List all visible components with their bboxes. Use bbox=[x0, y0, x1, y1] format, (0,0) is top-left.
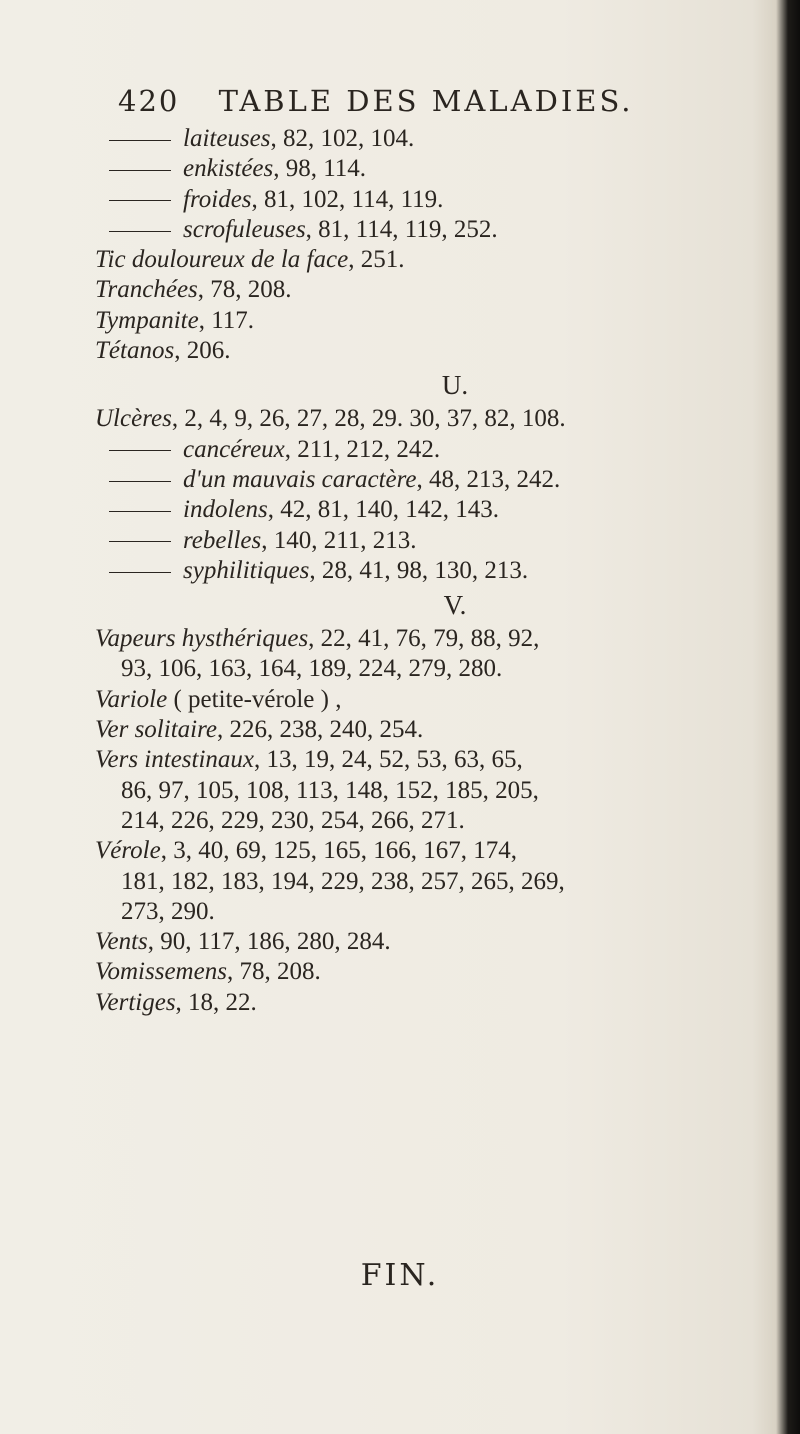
index-entry bbox=[95, 336, 785, 366]
index-entry bbox=[95, 215, 785, 245]
entry-term: Vertiges bbox=[95, 988, 176, 1016]
entry-page-refs: , 42, 81, 140, 142, 143. bbox=[267, 496, 499, 524]
index-entry-continuation bbox=[95, 776, 785, 806]
repeat-dash bbox=[109, 200, 171, 201]
entry-term: rebelles bbox=[183, 526, 262, 554]
entry-page-refs: , 78, 208. bbox=[226, 958, 321, 986]
index-entry bbox=[95, 556, 785, 586]
entry-term: Vomissemens bbox=[95, 958, 227, 986]
index-entry bbox=[95, 495, 785, 525]
entry-page-refs: 86, 97, 105, 108, 113, 148, 152, 185, 205, bbox=[121, 776, 539, 804]
repeat-dash bbox=[109, 231, 171, 232]
entry-page-refs: 214, 226, 229, 230, 254, 266, 271. bbox=[121, 806, 465, 834]
entry-term: Vapeurs hysthériques bbox=[95, 625, 309, 653]
index-entry bbox=[95, 435, 785, 465]
index-entry-continuation bbox=[95, 867, 785, 897]
index-entry bbox=[95, 715, 785, 745]
entry-page-refs: , 81, 102, 114, 119. bbox=[251, 185, 444, 213]
entry-term: syphilitiques bbox=[183, 556, 310, 584]
end-mark: FIN. bbox=[360, 1258, 440, 1293]
entry-term: cancéreux bbox=[183, 435, 285, 463]
entry-term: laiteuses bbox=[183, 125, 271, 152]
index-entry bbox=[95, 306, 785, 336]
index-entry bbox=[95, 275, 785, 305]
entry-page-refs: , 117. bbox=[198, 306, 255, 334]
entry-page-refs: , 226, 238, 240, 254. bbox=[217, 716, 424, 744]
entry-term: Ver solitaire bbox=[95, 716, 217, 744]
index-entry bbox=[95, 245, 785, 275]
entry-page-refs: , 22, 41, 76, 79, 88, 92, bbox=[308, 625, 540, 653]
index-entry-continuation bbox=[95, 654, 785, 684]
index-entry bbox=[95, 988, 785, 1018]
entry-page-refs: , 28, 41, 98, 130, 213. bbox=[309, 556, 529, 584]
entry-term: Tranchées bbox=[95, 276, 198, 304]
repeat-dash bbox=[109, 572, 171, 573]
index-entry bbox=[95, 685, 785, 715]
entry-term: Ulcères bbox=[95, 405, 172, 433]
entry-page-refs: , 78, 208. bbox=[197, 276, 292, 304]
entry-term: indolens bbox=[183, 496, 268, 524]
entry-term: Vérole bbox=[95, 837, 161, 865]
index-entry bbox=[95, 526, 785, 556]
entry-page-refs: , 206. bbox=[174, 337, 231, 365]
entry-page-refs: , 2, 4, 9, 26, 27, 28, 29. 30, 37, 82, 108. bbox=[171, 405, 566, 433]
entry-page-refs: , 13, 19, 24, 52, 53, 63, 65, bbox=[254, 746, 523, 774]
index-entry bbox=[95, 927, 785, 957]
entry-page-refs: 181, 182, 183, 194, 229, 238, 257, 265, 269, bbox=[121, 867, 565, 895]
index-entry bbox=[95, 185, 785, 215]
entry-page-refs: , 140, 211, 213. bbox=[261, 526, 417, 554]
repeat-dash bbox=[109, 481, 171, 482]
entry-page-refs: , 90, 117, 186, 280, 284. bbox=[147, 928, 391, 956]
entry-page-refs: , 98, 114. bbox=[273, 155, 367, 183]
index-entry bbox=[95, 624, 785, 654]
entry-term: Tétanos bbox=[95, 337, 175, 365]
entry-page-refs: , 211, 212, 242. bbox=[284, 435, 441, 463]
entry-term: Variole bbox=[95, 685, 168, 713]
running-title: TABLE DES MALADIES. bbox=[218, 84, 634, 118]
repeat-dash bbox=[109, 140, 171, 141]
index-entry bbox=[95, 465, 785, 495]
repeat-dash bbox=[109, 541, 171, 542]
entry-term: d'un mauvais caractère bbox=[183, 465, 417, 493]
entry-page-refs: , 81, 114, 119, 252. bbox=[305, 215, 498, 243]
entry-page-refs: , 18, 22. bbox=[175, 988, 257, 1016]
section-t bbox=[95, 124, 785, 366]
entry-page-refs: , 3, 40, 69, 125, 165, 166, 167, 174, bbox=[160, 837, 517, 865]
index-entry-continuation bbox=[95, 897, 785, 927]
repeat-dash bbox=[109, 450, 171, 451]
index-entry bbox=[95, 957, 785, 987]
entry-term: Vents bbox=[95, 928, 148, 956]
entry-page-refs: , 48, 213, 242. bbox=[416, 465, 561, 493]
entry-term: enkistées bbox=[183, 155, 274, 183]
entry-term: Tic douloureux de la face bbox=[95, 246, 349, 274]
letter-heading-u: U. bbox=[441, 370, 469, 401]
entry-page-refs: , 251. bbox=[348, 246, 405, 274]
entry-page-refs: 93, 106, 163, 164, 189, 224, 279, 280. bbox=[121, 655, 503, 683]
index-entry bbox=[95, 154, 785, 184]
repeat-dash bbox=[109, 170, 171, 171]
entry-term: Tympanite bbox=[95, 306, 199, 334]
entry-term: Vers intestinaux bbox=[95, 746, 255, 774]
index-entry bbox=[95, 124, 785, 154]
section-v bbox=[95, 624, 785, 1018]
entry-page-refs: , 82, 102, 104. bbox=[270, 125, 415, 152]
index-entry bbox=[95, 404, 785, 434]
entry-term: scrofuleuses bbox=[183, 215, 306, 243]
page-header bbox=[118, 84, 634, 118]
entry-page-refs: 273, 290. bbox=[121, 897, 215, 925]
index-entry bbox=[95, 745, 785, 775]
repeat-dash bbox=[109, 511, 171, 512]
index-entry-continuation bbox=[95, 806, 785, 836]
index-entries bbox=[95, 124, 785, 1018]
page-number: 420 bbox=[118, 84, 180, 118]
entry-page-refs: ( petite-vérole ) , bbox=[167, 685, 342, 713]
index-entry bbox=[95, 836, 785, 866]
section-u bbox=[95, 404, 785, 586]
letter-heading-v: V. bbox=[443, 590, 467, 621]
entry-term: froides bbox=[183, 185, 252, 213]
